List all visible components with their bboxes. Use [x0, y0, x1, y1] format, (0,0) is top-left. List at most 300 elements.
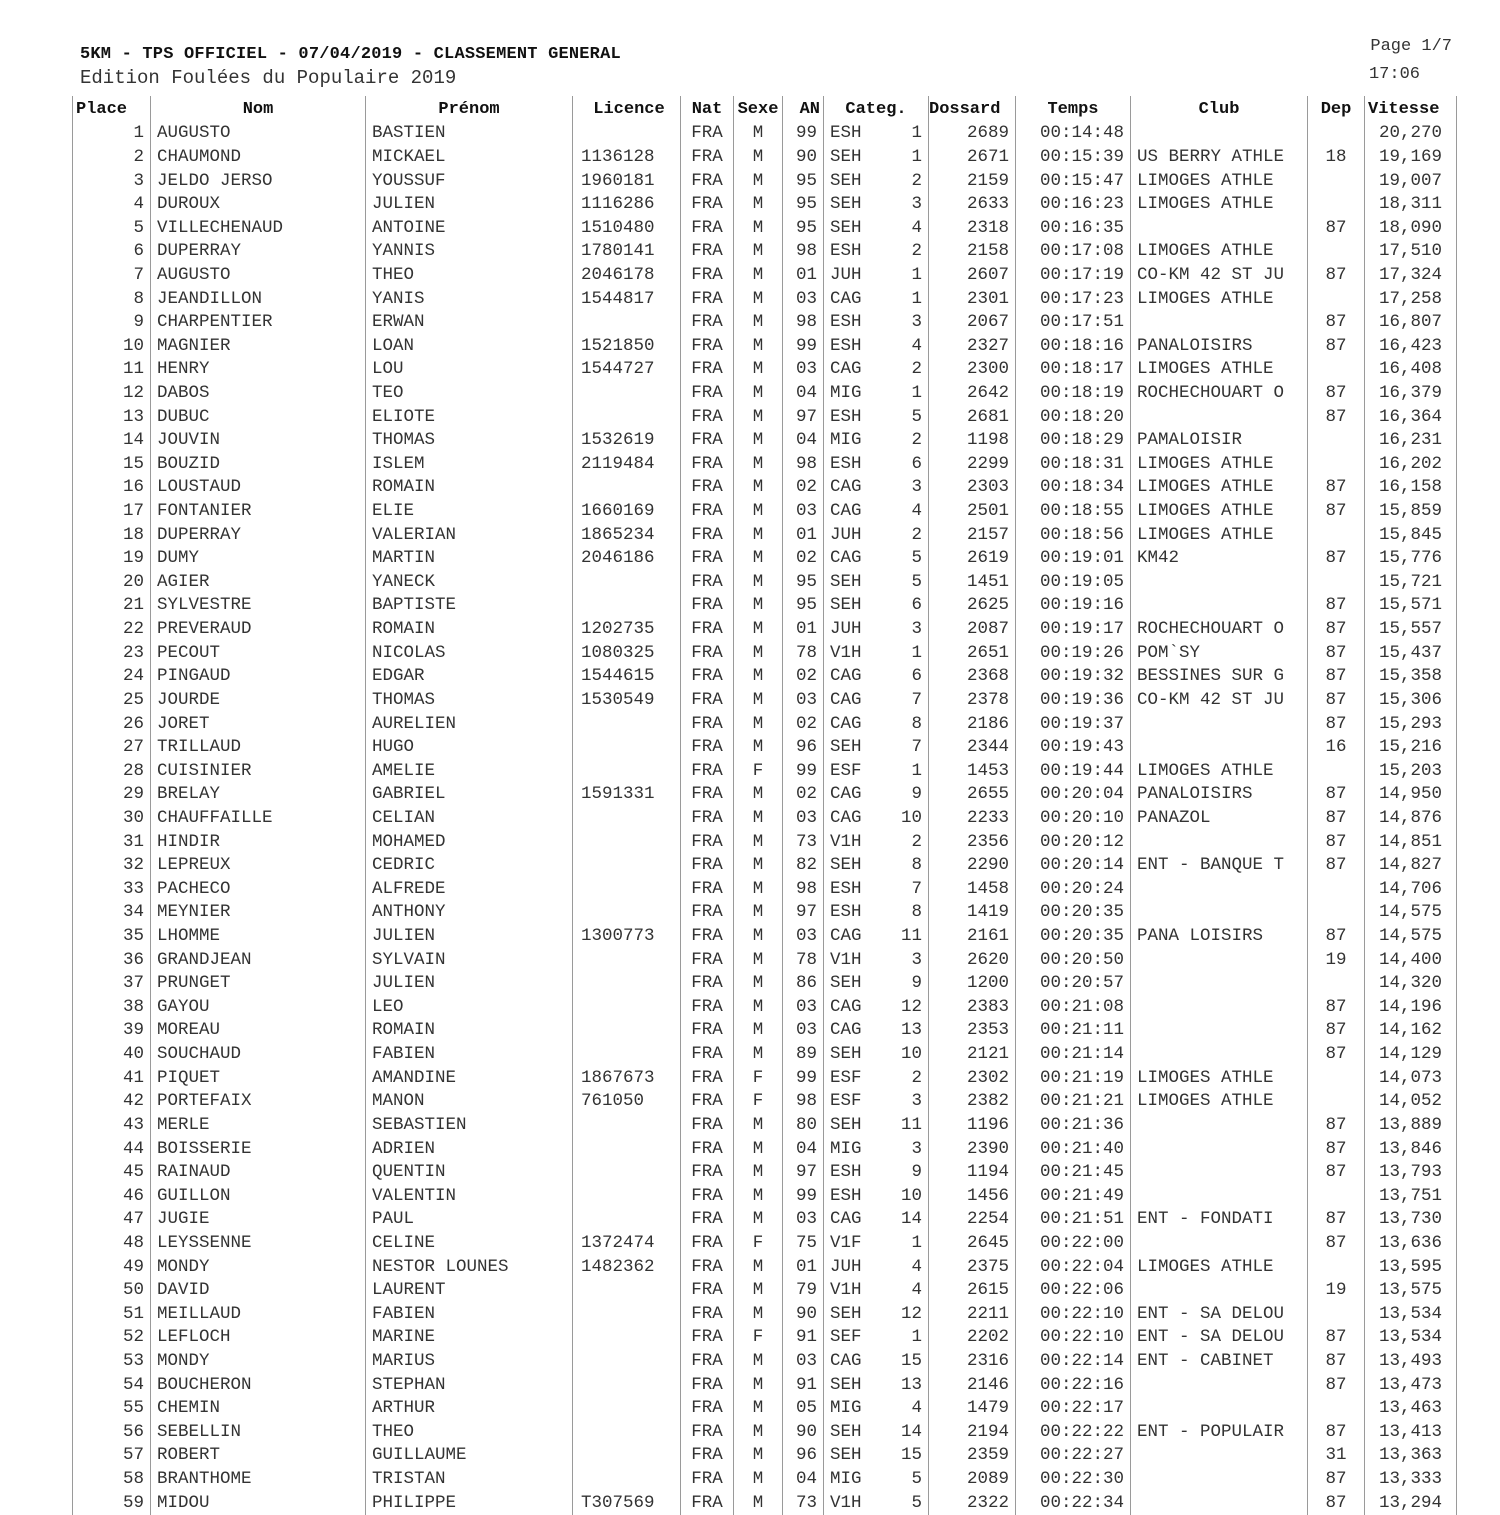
cell-prenom: BASTIEN [366, 122, 573, 146]
cell-categ [824, 547, 929, 571]
cell-dep: 87 [1308, 1326, 1365, 1350]
cell-place: 16 [73, 476, 151, 500]
col-header-nom: Nom [151, 96, 366, 122]
cell-dossard: 2159 [929, 169, 1016, 193]
cell-nom: RAINAUD [151, 1161, 366, 1185]
cell-vitesse: 13,534 [1365, 1302, 1457, 1326]
category-rank: 14 [900, 1209, 922, 1230]
category-code: CAG [830, 996, 862, 1017]
cell-dep: 31 [1308, 1444, 1365, 1468]
cell-club: BESSINES SUR G [1131, 665, 1308, 689]
cell-categ [824, 405, 929, 429]
cell-dossard: 2655 [929, 783, 1016, 807]
cell-temps: 00:19:36 [1016, 689, 1131, 713]
cell-categ [824, 1302, 929, 1326]
cell-club: LIMOGES ATHLE [1131, 240, 1308, 264]
cell-prenom: FABIEN [366, 1302, 573, 1326]
cell-nat: FRA [681, 1043, 734, 1067]
cell-temps: 00:22:17 [1016, 1397, 1131, 1421]
cell-nom: GAYOU [151, 996, 366, 1020]
cell-categ [824, 712, 929, 736]
cell-vitesse: 17,510 [1365, 240, 1457, 264]
cell-nat: FRA [681, 641, 734, 665]
cell-dossard: 2300 [929, 358, 1016, 382]
cell-prenom: NICOLAS [366, 641, 573, 665]
cell-club: ROCHECHOUART O [1131, 382, 1308, 406]
cell-prenom: TEO [366, 382, 573, 406]
cell-dossard: 1479 [929, 1397, 1016, 1421]
cell-nat: FRA [681, 1326, 734, 1350]
cell-temps: 00:22:30 [1016, 1468, 1131, 1492]
table-row [73, 641, 1457, 665]
cell-dep [1308, 878, 1365, 902]
cell-place: 27 [73, 736, 151, 760]
cell-vitesse: 15,571 [1365, 594, 1457, 618]
cell-sexe: M [734, 476, 783, 500]
category-code: ESF [830, 760, 862, 781]
category-code: V1H [830, 1280, 862, 1301]
cell-vitesse: 13,333 [1365, 1468, 1457, 1492]
category-code: CAG [830, 807, 862, 828]
cell-prenom: JULIEN [366, 193, 573, 217]
cell-dossard: 2290 [929, 854, 1016, 878]
cell-dossard: 2620 [929, 948, 1016, 972]
cell-prenom: JULIEN [366, 972, 573, 996]
cell-prenom: EDGAR [366, 665, 573, 689]
cell-vitesse: 19,169 [1365, 146, 1457, 170]
cell-club: ENT - CABINET [1131, 1350, 1308, 1374]
cell-place: 3 [73, 169, 151, 193]
cell-dossard: 2301 [929, 287, 1016, 311]
cell-temps: 00:17:19 [1016, 264, 1131, 288]
cell-nat: FRA [681, 146, 734, 170]
cell-temps: 00:17:08 [1016, 240, 1131, 264]
cell-sexe: M [734, 1184, 783, 1208]
cell-prenom: QUENTIN [366, 1161, 573, 1185]
cell-nat: FRA [681, 948, 734, 972]
category-code: CAG [830, 1020, 862, 1041]
table-row [73, 925, 1457, 949]
cell-nom: GUILLON [151, 1184, 366, 1208]
cell-categ [824, 476, 929, 500]
cell-club: ROCHECHOUART O [1131, 618, 1308, 642]
cell-prenom: ERWAN [366, 311, 573, 335]
cell-nom: PINGAUD [151, 665, 366, 689]
cell-nat: FRA [681, 1019, 734, 1043]
cell-an: 04 [783, 382, 824, 406]
table-row [73, 1232, 1457, 1256]
cell-place: 31 [73, 830, 151, 854]
cell-dossard: 2383 [929, 996, 1016, 1020]
table-row [73, 830, 1457, 854]
cell-prenom: YANNIS [366, 240, 573, 264]
cell-categ [824, 783, 929, 807]
cell-sexe: M [734, 712, 783, 736]
cell-place: 5 [73, 216, 151, 240]
cell-club [1131, 405, 1308, 429]
cell-temps: 00:22:22 [1016, 1421, 1131, 1445]
cell-dep: 87 [1308, 830, 1365, 854]
cell-an: 03 [783, 689, 824, 713]
cell-nat: FRA [681, 287, 734, 311]
category-rank: 1 [911, 1232, 922, 1253]
cell-categ [824, 571, 929, 595]
cell-sexe: M [734, 1137, 783, 1161]
cell-categ [824, 641, 929, 665]
category-code: SEH [830, 1374, 862, 1395]
table-row [73, 334, 1457, 358]
table-row [73, 689, 1457, 713]
category-code: ESF [830, 1091, 862, 1112]
category-rank: 5 [911, 571, 922, 592]
table-row [73, 594, 1457, 618]
cell-an: 80 [783, 1114, 824, 1138]
cell-licence: 1530549 [573, 689, 681, 713]
table-row [73, 712, 1457, 736]
cell-nom: PECOUT [151, 641, 366, 665]
cell-vitesse: 14,129 [1365, 1043, 1457, 1067]
cell-vitesse: 14,052 [1365, 1090, 1457, 1114]
cell-sexe: M [734, 146, 783, 170]
cell-nom: BOUCHERON [151, 1373, 366, 1397]
cell-temps: 00:19:37 [1016, 712, 1131, 736]
cell-temps: 00:20:12 [1016, 830, 1131, 854]
table-row [73, 193, 1457, 217]
cell-categ [824, 382, 929, 406]
cell-prenom: FABIEN [366, 1043, 573, 1067]
cell-sexe: F [734, 1066, 783, 1090]
cell-nat: FRA [681, 689, 734, 713]
cell-an: 99 [783, 1066, 824, 1090]
cell-categ [824, 618, 929, 642]
cell-an: 04 [783, 1468, 824, 1492]
cell-vitesse: 15,776 [1365, 547, 1457, 571]
category-rank: 13 [900, 1374, 922, 1395]
cell-vitesse: 15,306 [1365, 689, 1457, 713]
cell-licence [573, 1043, 681, 1067]
cell-prenom: NESTOR LOUNES [366, 1255, 573, 1279]
cell-an: 98 [783, 240, 824, 264]
cell-dossard: 1456 [929, 1184, 1016, 1208]
cell-nat: FRA [681, 1090, 734, 1114]
cell-place: 12 [73, 382, 151, 406]
cell-vitesse: 14,320 [1365, 972, 1457, 996]
cell-nat: FRA [681, 476, 734, 500]
cell-prenom: MOHAMED [366, 830, 573, 854]
cell-licence: 1591331 [573, 783, 681, 807]
cell-nat: FRA [681, 1444, 734, 1468]
cell-an: 05 [783, 1397, 824, 1421]
cell-an: 79 [783, 1279, 824, 1303]
cell-club: LIMOGES ATHLE [1131, 759, 1308, 783]
cell-club: CO-KM 42 ST JU [1131, 689, 1308, 713]
cell-categ [824, 1421, 929, 1445]
cell-licence: 1136128 [573, 146, 681, 170]
cell-sexe: M [734, 1208, 783, 1232]
cell-licence: T307569 [573, 1491, 681, 1515]
cell-place: 10 [73, 334, 151, 358]
category-code: MIG [830, 383, 862, 403]
results-body [73, 122, 1457, 1515]
cell-nat: FRA [681, 1066, 734, 1090]
cell-place: 43 [73, 1114, 151, 1138]
cell-categ [824, 1043, 929, 1067]
cell-dep [1308, 1255, 1365, 1279]
cell-temps: 00:19:32 [1016, 665, 1131, 689]
cell-prenom: HUGO [366, 736, 573, 760]
category-code: MIG [830, 1469, 862, 1490]
category-rank: 14 [900, 1421, 922, 1442]
cell-place: 18 [73, 523, 151, 547]
cell-dossard: 2359 [929, 1444, 1016, 1468]
cell-temps: 00:18:31 [1016, 453, 1131, 477]
cell-vitesse: 16,202 [1365, 453, 1457, 477]
cell-prenom: TRISTAN [366, 1468, 573, 1492]
cell-licence: 1116286 [573, 193, 681, 217]
cell-sexe: M [734, 901, 783, 925]
cell-an: 03 [783, 287, 824, 311]
category-rank: 13 [900, 1020, 922, 1041]
cell-licence [573, 1373, 681, 1397]
cell-club [1131, 736, 1308, 760]
category-rank: 10 [900, 1044, 922, 1065]
category-rank: 3 [911, 312, 922, 333]
cell-categ [824, 500, 929, 524]
cell-dep: 87 [1308, 264, 1365, 288]
cell-dossard: 2378 [929, 689, 1016, 713]
cell-place: 37 [73, 972, 151, 996]
cell-nom: HINDIR [151, 830, 366, 854]
cell-dossard: 2202 [929, 1326, 1016, 1350]
cell-dep: 87 [1308, 476, 1365, 500]
table-row [73, 523, 1457, 547]
cell-temps: 00:20:35 [1016, 925, 1131, 949]
cell-nat: FRA [681, 665, 734, 689]
cell-sexe: M [734, 1161, 783, 1185]
cell-licence [573, 901, 681, 925]
cell-place: 19 [73, 547, 151, 571]
cell-prenom: ROMAIN [366, 476, 573, 500]
cell-nom: DUMY [151, 547, 366, 571]
category-code: MIG [830, 1138, 862, 1159]
cell-dep: 87 [1308, 1373, 1365, 1397]
cell-sexe: M [734, 830, 783, 854]
cell-club [1131, 571, 1308, 595]
cell-prenom: CELINE [366, 1232, 573, 1256]
cell-dep: 87 [1308, 334, 1365, 358]
cell-licence: 1544615 [573, 665, 681, 689]
cell-sexe: M [734, 382, 783, 406]
col-header-dossard: Dossard [929, 96, 1016, 122]
cell-dep [1308, 358, 1365, 382]
cell-club: CO-KM 42 ST JU [1131, 264, 1308, 288]
cell-dossard: 1458 [929, 878, 1016, 902]
cell-an: 75 [783, 1232, 824, 1256]
category-rank: 7 [911, 878, 922, 899]
cell-dep: 87 [1308, 1208, 1365, 1232]
cell-vitesse: 16,408 [1365, 358, 1457, 382]
category-code: CAG [830, 548, 862, 569]
cell-vitesse: 14,073 [1365, 1066, 1457, 1090]
cell-nom: DABOS [151, 382, 366, 406]
cell-dep: 87 [1308, 1491, 1365, 1515]
cell-nom: DUROUX [151, 193, 366, 217]
cell-vitesse: 16,379 [1365, 382, 1457, 406]
table-row [73, 1279, 1457, 1303]
table-row [73, 783, 1457, 807]
category-rank: 7 [911, 689, 922, 710]
cell-prenom: CEDRIC [366, 854, 573, 878]
cell-nat: FRA [681, 382, 734, 406]
cell-place: 41 [73, 1066, 151, 1090]
cell-dossard: 1200 [929, 972, 1016, 996]
table-row [73, 429, 1457, 453]
category-code: JUH [830, 524, 862, 545]
cell-dossard: 2254 [929, 1208, 1016, 1232]
cell-place: 56 [73, 1421, 151, 1445]
cell-an: 04 [783, 1137, 824, 1161]
category-code: ESH [830, 123, 862, 144]
cell-nat: FRA [681, 1279, 734, 1303]
cell-categ [824, 287, 929, 311]
cell-an: 02 [783, 665, 824, 689]
cell-prenom: AMELIE [366, 759, 573, 783]
cell-dossard: 2645 [929, 1232, 1016, 1256]
cell-temps: 00:19:43 [1016, 736, 1131, 760]
cell-licence [573, 1350, 681, 1374]
category-rank: 11 [900, 926, 922, 947]
cell-sexe: M [734, 665, 783, 689]
cell-dossard: 2161 [929, 925, 1016, 949]
cell-place: 4 [73, 193, 151, 217]
cell-nat: FRA [681, 1137, 734, 1161]
cell-dossard: 2642 [929, 382, 1016, 406]
cell-dossard: 2299 [929, 453, 1016, 477]
cell-temps: 00:16:23 [1016, 193, 1131, 217]
cell-club [1131, 972, 1308, 996]
cell-vitesse: 15,845 [1365, 523, 1457, 547]
cell-place: 11 [73, 358, 151, 382]
cell-licence [573, 854, 681, 878]
category-rank: 2 [911, 831, 922, 852]
cell-place: 15 [73, 453, 151, 477]
cell-licence [573, 830, 681, 854]
cell-vitesse: 16,231 [1365, 429, 1457, 453]
cell-club [1131, 1043, 1308, 1067]
cell-club: ENT - FONDATI [1131, 1208, 1308, 1232]
category-rank: 2 [911, 1067, 922, 1088]
cell-sexe: M [734, 311, 783, 335]
cell-vitesse: 13,793 [1365, 1161, 1457, 1185]
cell-club [1131, 1373, 1308, 1397]
cell-dep [1308, 1066, 1365, 1090]
cell-prenom: ISLEM [366, 453, 573, 477]
cell-dep: 87 [1308, 1043, 1365, 1067]
cell-nom: VILLECHENAUD [151, 216, 366, 240]
cell-sexe: M [734, 1350, 783, 1374]
category-code: SEH [830, 1044, 862, 1065]
cell-dep [1308, 759, 1365, 783]
table-row [73, 500, 1457, 524]
cell-licence [573, 1421, 681, 1445]
table-row [73, 972, 1457, 996]
cell-categ [824, 1350, 929, 1374]
cell-nom: LEPREUX [151, 854, 366, 878]
cell-club: PANALOISIRS [1131, 783, 1308, 807]
cell-vitesse: 13,730 [1365, 1208, 1457, 1232]
cell-categ [824, 972, 929, 996]
cell-vitesse: 13,595 [1365, 1255, 1457, 1279]
cell-temps: 00:14:48 [1016, 122, 1131, 146]
cell-dep [1308, 169, 1365, 193]
cell-place: 6 [73, 240, 151, 264]
cell-place: 33 [73, 878, 151, 902]
category-code: SEH [830, 1445, 862, 1466]
cell-sexe: M [734, 783, 783, 807]
category-rank: 6 [911, 595, 922, 616]
cell-dossard: 2607 [929, 264, 1016, 288]
cell-nat: FRA [681, 736, 734, 760]
cell-nat: FRA [681, 1491, 734, 1515]
cell-dep: 87 [1308, 1232, 1365, 1256]
cell-club [1131, 1468, 1308, 1492]
cell-place: 38 [73, 996, 151, 1020]
cell-nom: LOUSTAUD [151, 476, 366, 500]
cell-place: 48 [73, 1232, 151, 1256]
cell-temps: 00:17:51 [1016, 311, 1131, 335]
table-row [73, 405, 1457, 429]
cell-dep: 18 [1308, 146, 1365, 170]
cell-temps: 00:20:14 [1016, 854, 1131, 878]
table-row [73, 264, 1457, 288]
cell-sexe: M [734, 523, 783, 547]
cell-prenom: ANTOINE [366, 216, 573, 240]
col-header-place: Place [73, 96, 151, 122]
cell-sexe: M [734, 1114, 783, 1138]
cell-licence: 1544817 [573, 287, 681, 311]
cell-an: 98 [783, 1090, 824, 1114]
cell-nat: FRA [681, 1373, 734, 1397]
cell-club: LIMOGES ATHLE [1131, 287, 1308, 311]
table-row [73, 1468, 1457, 1492]
cell-place: 14 [73, 429, 151, 453]
cell-place: 54 [73, 1373, 151, 1397]
cell-dossard: 2158 [929, 240, 1016, 264]
cell-vitesse: 16,807 [1365, 311, 1457, 335]
cell-prenom: GABRIEL [366, 783, 573, 807]
cell-place: 44 [73, 1137, 151, 1161]
cell-prenom: ADRIEN [366, 1137, 573, 1161]
cell-vitesse: 16,423 [1365, 334, 1457, 358]
cell-categ [824, 1114, 929, 1138]
cell-licence [573, 122, 681, 146]
table-row [73, 996, 1457, 1020]
cell-an: 99 [783, 334, 824, 358]
cell-licence [573, 405, 681, 429]
cell-dep [1308, 1302, 1365, 1326]
cell-licence [573, 736, 681, 760]
cell-club [1131, 1232, 1308, 1256]
cell-club: PANA LOISIRS [1131, 925, 1308, 949]
cell-nat: FRA [681, 854, 734, 878]
cell-club [1131, 901, 1308, 925]
cell-place: 39 [73, 1019, 151, 1043]
cell-nom: MAGNIER [151, 334, 366, 358]
col-header-temps: Temps [1016, 96, 1131, 122]
cell-categ [824, 1444, 929, 1468]
cell-licence [573, 1208, 681, 1232]
category-code: CAG [830, 666, 862, 687]
